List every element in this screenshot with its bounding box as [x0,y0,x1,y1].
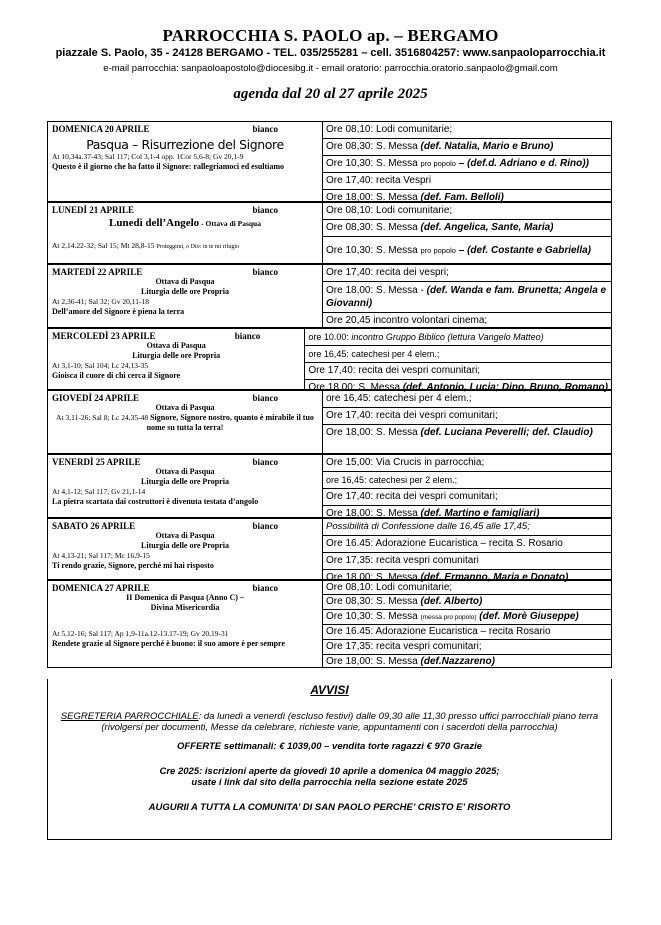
day-name: MARTEDÌ 22 APRILE [52,267,143,277]
octave-label: Ottava di Pasqua [146,341,206,350]
day-events [323,455,611,517]
event-line: Ore 10,30: S. Messa (messa pro popolo) (def. Morè Giuseppe) [323,610,611,625]
event-line: Ore 17,35: recita vespri comunitari [323,553,611,570]
octave-label: Ottava di Pasqua [155,531,215,540]
readings: At 3,11-26; Sal 8; Lc 24,35-48 [56,413,149,422]
notices-title: AVVISI [310,683,349,697]
office-hours: SEGRETERIA PARROCCHIALE: da lunedì a venerdì (escluso festivi) dalle 09,30 alle 11,30 presso uffici parrocchiali piano terra (rivolgersi per documenti, Messe da celebrare, richieste varie, appuntamenti con i sacerdoti della parrocchia) [60,711,599,733]
cre-links: usate i link dal sito della parrocchia nella sezione estate 2025 [191,777,468,788]
weekly-offerings: OFFERTE settimanali: € 1039,00 – vendita torte ragazzi € 970 Grazie [176,741,482,752]
readings: At 4,1-12; Sal 117; Gv 21,1-14 [52,487,146,496]
readings: At 5,12-16; Sal 117; Ap 1,9-11a.12-13.17-19; Gv 20,19-31 [52,629,229,638]
day-liturgy [48,581,323,667]
event-line: Ore 18,00: S. Messa (def. Ermanno, Maria e Donato) [326,572,569,583]
day-liturgy [48,203,323,263]
antiphon: Ti rendo grazie, Signore, perché mi hai risposto [52,561,214,570]
day-name: MERCOLEDÌ 23 APRILE [52,331,156,341]
event-line: Ore 17,35: recita vespri comunitari; [323,640,611,655]
day-liturgy [48,455,323,517]
event-line: Ore 18,00: S. Messa (def.Nazzareno) [326,656,495,667]
liturgical-color: bianco [252,457,278,467]
readings: At 4,13-21; Sal 117; Mc 16,9-15 [52,551,150,560]
liturgy-hours: Liturgia delle ore Propria [141,287,229,296]
liturgical-color: bianco [252,393,278,403]
feast-title: Lunedì dell’Angelo [109,217,200,229]
parish-address: piazzale S. Paolo, 35 - 24128 BERGAMO - TEL. 035/255281 – cell. 3516804257: www.sanpaoloparrocchia.it [55,47,606,59]
day-name: DOMENICA 27 APRILE [52,583,150,593]
antiphon: Gioisca il cuore di chi cerca il Signore [52,371,181,380]
day-row [48,329,611,391]
day-events [305,329,611,393]
event-line: Ore 18,00: S. Messa (def. Fam. Belloli) [326,192,504,203]
event-line: Ore 16.45: Adorazione Eucaristica – recita S. Rosario [323,536,611,553]
event-line: Ore 17,40: recita dei vespri comunitari; [305,363,611,380]
event-line: Ore 16.45: Adorazione Eucaristica – recita Rosario [323,625,611,640]
parish-emails: e-mail parrocchia: sanpaoloapostolo@diocesibg.it - email oratorio: parrocchia.oratorio.sanpaolo@gmail.com [103,63,558,74]
event-line: Ore 08,10: Lodi comunitarie; [323,581,611,595]
event-line: Ore 18,00: S. Messa (def. Antonio, Lucia; Dino, Bruno, Romano) [308,382,608,393]
day-row [48,581,611,667]
day-name: GIOVEDÌ 24 APRILE [52,393,140,403]
event-line: Ore 10,30: S. Messa pro popolo – (def. Costante e Gabriella) [326,245,592,256]
liturgical-color: bianco [234,331,261,341]
event-line: Ore 20,45 incontro volontari cinema; [326,315,488,326]
event-line: Ore 17,40: recita dei vespri comunitari; [323,489,611,506]
readings-antiphon: Proteggimi, o Dio: in te mi rifugio [156,244,239,250]
liturgy-hours: Liturgia delle ore Propria [141,477,229,486]
day-liturgy [48,391,323,453]
day-name: LUNEDÌ 21 APRILE [52,205,135,215]
readings: At 10,34a.37-43; Sal 117; Col 3,1-4 opp. 1Cor 5,6-8; Gv 20,1-9 [52,152,244,161]
day-name: DOMENICA 20 APRILE [52,124,150,134]
day-row [48,519,611,581]
day-events [323,203,611,263]
liturgical-color: bianco [252,267,278,277]
octave-label: Ottava di Pasqua [155,467,215,476]
event-line: Ore 08,30: S. Messa (def. Alberto) [323,595,611,610]
agenda-dates: agenda dal 20 al 27 aprile 2025 [233,86,428,102]
liturgical-color: bianco [252,583,278,593]
liturgy-hours: Liturgia delle ore Propria [141,541,229,550]
event-line: Ore 10,30: S. Messa pro popolo – (def.d. Adriano e d. Rino)) [323,156,611,173]
day-liturgy [48,122,323,201]
readings: At 2,36-41; Sal 32; Gv 20,11-18 [52,297,150,306]
day-events [323,265,611,327]
liturgical-color: bianco [252,124,278,134]
event-line: Ore 17,40: recita dei vespri comunitari; [323,408,611,425]
readings: At 3,1-10; Sal 104; Lc 24,13-35 [52,361,149,370]
antiphon: Questo è il giorno che ha fatto il Signore: rallegriamoci ed esultiamo [52,162,285,171]
day-liturgy [48,519,323,579]
feast-subtitle: - Ottava di Pasqua [201,219,261,228]
sunday-title: II Domenica di Pasqua (Anno C) – [126,593,244,602]
event-line: ore 16,45: catechesi per 4 elem.; [323,391,611,408]
cre-registration: Cre 2025: iscrizioni aperte da giovedì 10 aprile a domenica 04 maggio 2025; [159,766,500,777]
liturgy-hours: Liturgia delle ore Propria [132,351,221,360]
day-events [323,581,611,667]
schedule-table [47,121,612,668]
day-name: SABATO 26 APRILE [52,521,136,531]
sunday-subtitle: Divina Misericordia [150,603,220,612]
event-line: Ore 18,00: S. Messa - (def. Wanda e fam. Brunetta; Angela e Giovanni) [323,282,611,313]
event-line: Ore 08,10: Lodi comunitarie; [323,203,611,220]
event-line: Ore 08,30: S. Messa (def. Natalia, Mario e Bruno) [323,139,611,156]
day-row [48,455,611,519]
event-line: Ore 17,40: recita Vespri [323,173,611,190]
day-liturgy [48,265,323,327]
antiphon: Dell’amore del Signore è piena la terra [52,307,185,316]
event-line: ore 16,45: catechesi per 4 elem.; [305,346,611,363]
liturgical-color: bianco [252,521,278,531]
readings: At 2,14.22-32; Sal 15; Mt 28,8-15 [52,241,155,250]
octave-label: Ottava di Pasqua [155,403,215,412]
parish-title: PARROCCHIA S. PAOLO ap. – BERGAMO [162,26,499,45]
day-row [48,122,611,203]
event-line: Ore 18,00: S. Messa (def. Luciana Peverelli; def. Claudio) [326,427,593,438]
event-line: ore 16,45: catechesi per 2 elem.; [323,472,611,489]
event-line: Ore 08,10: Lodi comunitarie; [323,122,611,139]
event-line: Ore 17,40: recita dei vespri; [323,265,611,282]
octave-label: Ottava di Pasqua [155,277,215,286]
day-liturgy [48,329,305,389]
event-line: Possibilità di Confessione dalle 16,45 alle 17,45; [323,519,611,536]
easter-greetings: AUGURII A TUTTA LA COMUNITA’ DI SAN PAOLO PERCHE’ CRISTO E’ RISORTO [148,802,511,813]
feast-title: Pasqua – Risurrezione del Signore [86,137,284,152]
day-name: VENERDÌ 25 APRILE [52,457,141,467]
day-row [48,265,611,329]
liturgical-color: bianco [252,205,278,215]
day-events [323,122,611,201]
event-line: Ore 15,00: Via Crucis in parrocchia; [323,455,611,472]
day-row [48,391,611,455]
day-events [323,391,611,453]
day-row [48,203,611,265]
notices-box [47,679,612,840]
event-line: Ore 18,00: S. Messa (def. Martino e famigliari) [326,508,540,519]
day-events [323,519,611,583]
antiphon: Signore, Signore nostro, quanto è mirabile il tuo nome su tutta la terra! [146,413,314,432]
event-line: ore 10.00: incontro Gruppo Biblico (lettura Vangelo Matteo) [305,329,611,346]
event-line: Ore 08,30: S. Messa (def. Angelica, Sante, Maria) [323,220,611,237]
antiphon: La pietra scartata dai costruttori è divenuta testata d’angolo [52,497,259,506]
antiphon: Rendete grazie al Signore perché è buono: il suo amore è per sempre [52,639,286,648]
